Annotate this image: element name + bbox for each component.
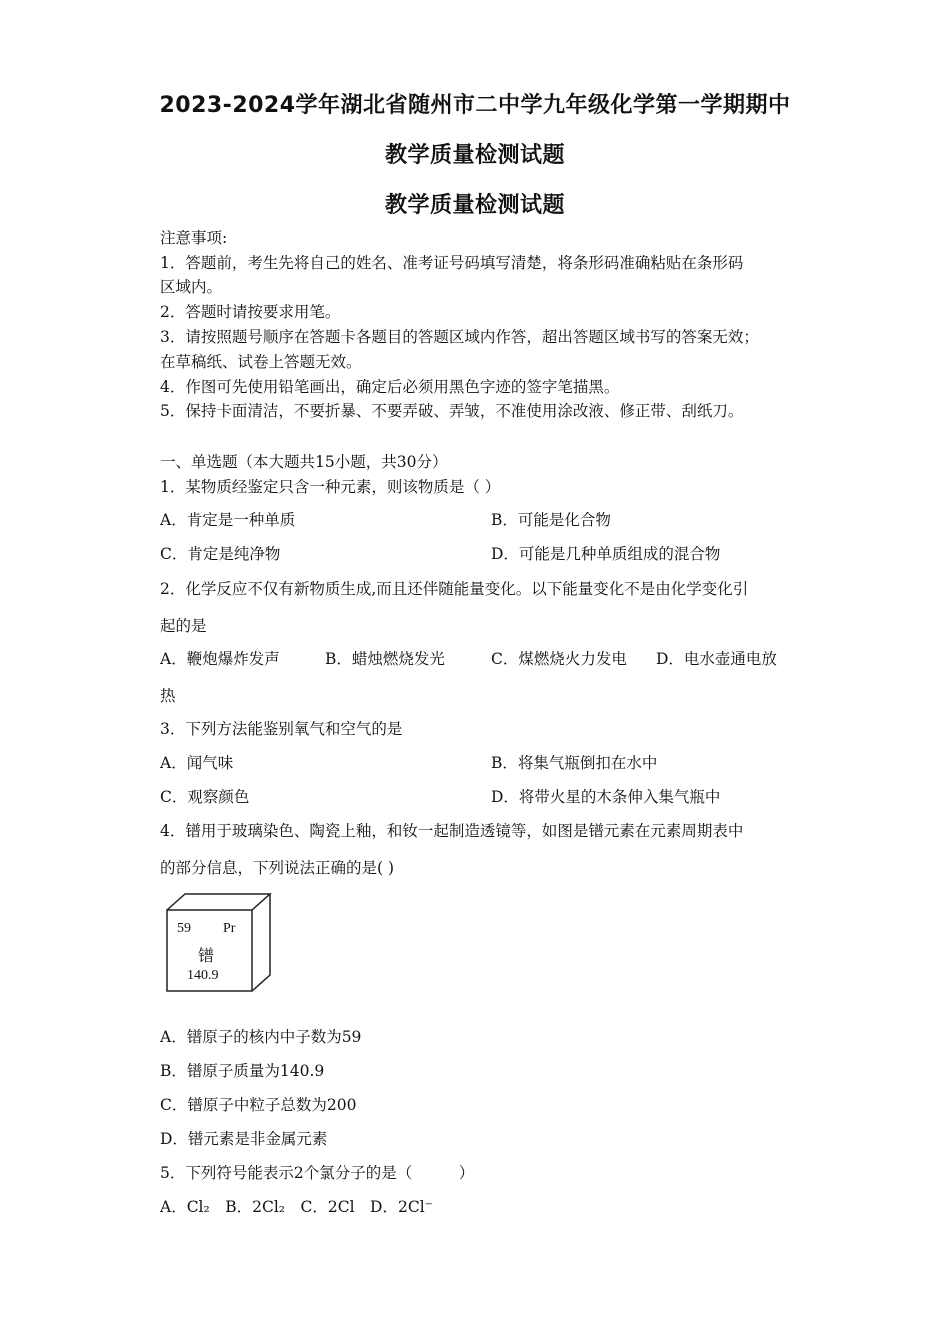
question-2-stem: 2．化学反应不仅有新物质生成,而且还伴随能量变化。以下能量变化不是由化学变化引 (160, 580, 749, 598)
notice-item: 在草稿纸、试卷上答题无效。 (160, 353, 362, 371)
element-card-pr (165, 893, 273, 993)
question-2-option-d: D．电水壶通电放 (656, 650, 777, 668)
question-4-stem-cont: 的部分信息，下列说法正确的是( ) (160, 859, 395, 877)
question-2-stem-cont: 起的是 (160, 617, 207, 635)
title-line-1: 2023-2024学年湖北省随州市二中学九年级化学第一学期期中 (159, 93, 791, 118)
question-1-option-b: B．可能是化合物 (491, 511, 611, 529)
notice-item: 2．答题时请按要求用笔。 (160, 303, 341, 321)
question-1-option-a: A．肯定是一种单质 (160, 511, 296, 529)
question-3-option-a: A．闻气味 (160, 754, 234, 772)
section-heading: 一、单选题（本大题共15小题，共30分） (160, 453, 448, 471)
question-5-stem: 5．下列符号能表示2个氯分子的是（ ） (160, 1164, 475, 1182)
question-2-option-c: C．煤燃烧火力发电 (491, 650, 627, 668)
question-4-option-c: C．镨原子中粒子总数为200 (160, 1096, 357, 1114)
element-name: 镨 (198, 948, 215, 965)
question-3-stem: 3．下列方法能鉴别氧气和空气的是 (160, 720, 403, 738)
question-1-stem: 1．某物质经鉴定只含一种元素，则该物质是（ ） (160, 478, 501, 496)
question-2-option-b: B．蜡烛燃烧发光 (325, 650, 445, 668)
notice-item: 3．请按照题号顺序在答题卡各题目的答题区域内作答，超出答题区域书写的答案无效； (160, 328, 759, 346)
element-symbol: Pr (223, 921, 236, 936)
notice-item: 4．作图可先使用铅笔画出，确定后必须用黑色字迹的签字笔描黑。 (160, 378, 620, 396)
question-3-option-d: D．将带火星的木条伸入集气瓶中 (491, 788, 721, 806)
question-2-option-a: A．鞭炮爆炸发声 (160, 650, 280, 668)
notice-item: 5．保持卡面清洁，不要折暴、不要弄破、弄皱，不准使用涂改液、修正带、刮纸刀。 (160, 402, 744, 420)
element-atomic-mass: 140.9 (187, 968, 219, 983)
question-3-option-c: C．观察颜色 (160, 788, 250, 806)
title-line-3: 教学质量检测试题 (384, 193, 565, 218)
question-2-option-d-cont: 热 (160, 687, 176, 705)
question-4-stem: 4．镨用于玻璃染色、陶瓷上釉，和钕一起制造透镜等，如图是镨元素在元素周期表中 (160, 822, 744, 840)
notice-item: 1．答题前，考生先将自己的姓名、准考证号码填写清楚，将条形码准确粘贴在条形码 (160, 254, 744, 272)
element-card-frame (165, 893, 273, 993)
notice-item: 区域内。 (160, 278, 223, 296)
question-3-option-b: B．将集气瓶倒扣在水中 (491, 754, 658, 772)
question-1-option-c: C．肯定是纯净物 (160, 545, 281, 563)
title-line-2: 教学质量检测试题 (384, 143, 565, 168)
notice-heading: 注意事项: (160, 229, 228, 247)
question-4-option-b: B．镨原子质量为140.9 (160, 1062, 325, 1080)
question-5-options: A．Cl₂ B．2Cl₂ C．2Cl D．2Cl⁻ (160, 1198, 433, 1216)
element-atomic-number: 59 (177, 921, 191, 936)
question-1-option-d: D．可能是几种单质组成的混合物 (491, 545, 721, 563)
question-4-option-d: D．镨元素是非金属元素 (160, 1130, 328, 1148)
question-4-option-a: A．镨原子的核内中子数为59 (160, 1028, 362, 1046)
